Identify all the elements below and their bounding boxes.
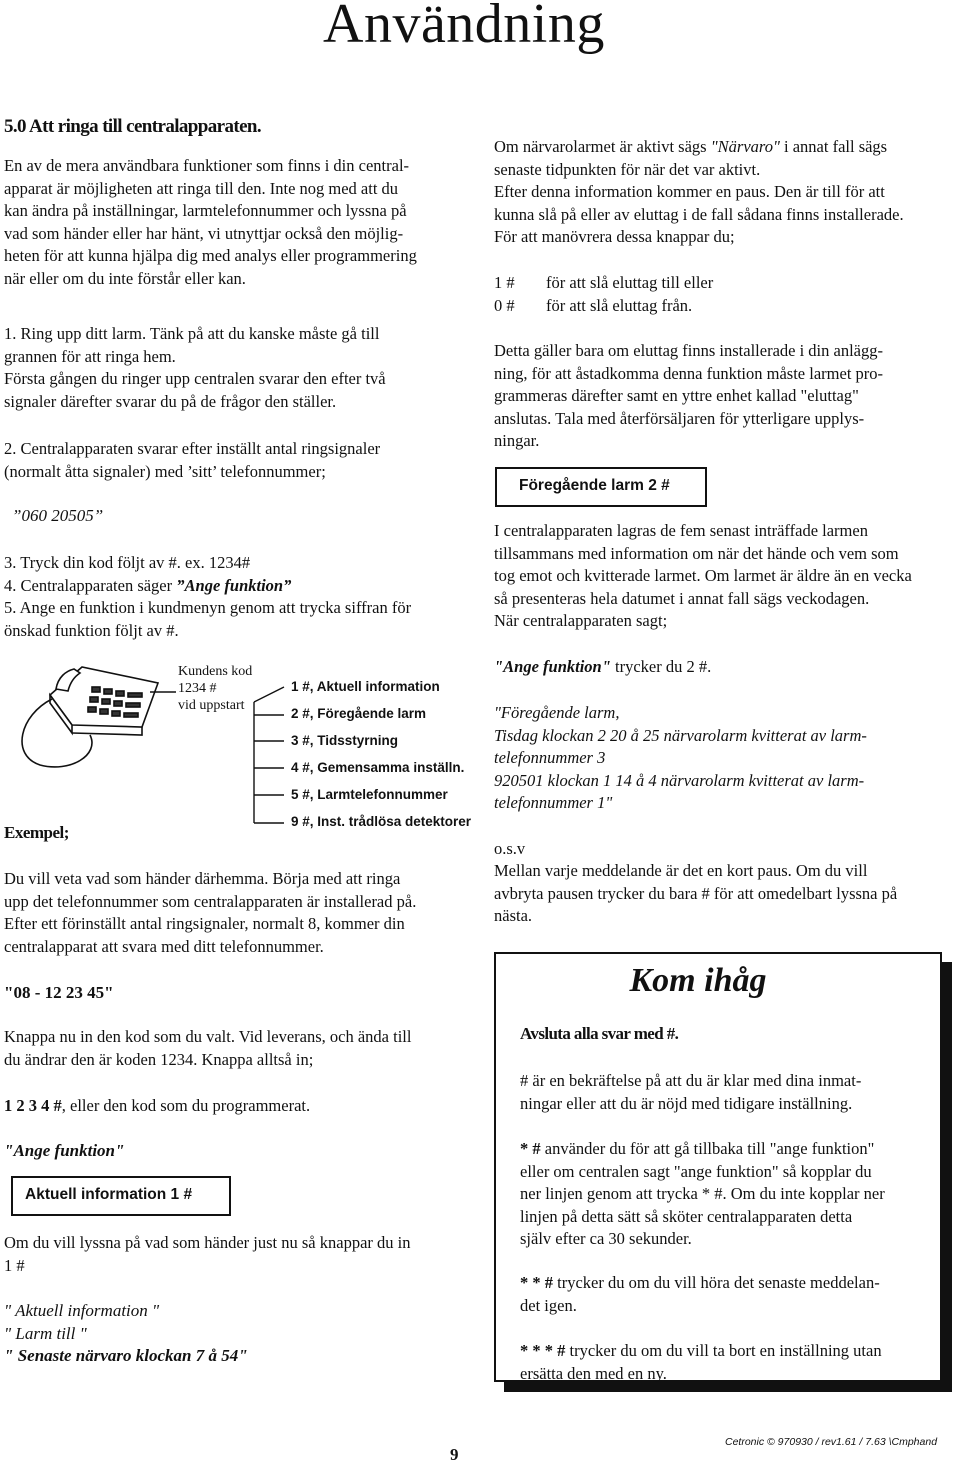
ange-funktion-rest: trycker du 2 #. <box>610 657 712 676</box>
key-desc: för att slå eluttag till eller <box>546 273 714 292</box>
text-line: I centralapparaten lagras de fem senast inträffade larmen <box>494 521 868 540</box>
key-row <box>494 272 960 295</box>
text-line: Efter denna information kommer en paus. Den är till för att <box>494 182 885 202</box>
response-line: " Aktuell information " <box>4 1301 160 1320</box>
text-line: ningar. <box>494 431 540 451</box>
text-line <box>520 1340 936 1363</box>
text-line: avbryta pausen trycker du bara # för att omedelbart lyssna på <box>494 883 898 903</box>
step-1 <box>4 323 474 413</box>
text-line: Kundens kod <box>178 664 253 679</box>
kom-ihag-title: Kom ihåg <box>629 962 767 999</box>
text-line: 5. Ange en funktion i kundmenyn genom att trycka siffran för <box>4 598 412 618</box>
text-line: ner linjen genom att trycka * #. Om du inte kopplar ner <box>520 1184 885 1204</box>
text-line: grammeras därefter samt en yttre enhet kallad "eluttag" <box>494 386 859 406</box>
text-span: använder du för att gå tillbaka till "ange funktion" <box>540 1139 875 1158</box>
code-line <box>4 1095 310 1118</box>
steps-3-5 <box>4 552 474 642</box>
text-line: önskad funktion följt av #. <box>4 620 179 640</box>
text-line: ning, för att åstadkomma denna funktion måste larmet pro- <box>494 363 884 383</box>
text-line: 2. Centralapparaten svarar efter inställt antal ringsignaler <box>4 439 381 458</box>
text-line: senaste tidpunkten för när det var aktivt. <box>494 159 761 179</box>
text-line: tillsammans med information om när det hände och vem som <box>494 543 899 563</box>
foregaende-larm-box: Föregående larm 2 # <box>495 467 707 507</box>
text-line: heten för att kunna hjälpa dig med analys eller programmering <box>4 246 417 266</box>
example-label: Exempel; <box>4 823 69 842</box>
text-line: vad som händer eller har hänt, vi utnyttjar också den möjlig- <box>4 223 404 243</box>
text-line: själv efter ca 30 sekunder. <box>520 1229 692 1249</box>
text-line: Knappa nu in den kod som du valt. Vid leverans, och ända till <box>4 1027 412 1046</box>
ange-funktion-label: "Ange funktion" <box>4 1141 125 1160</box>
text-line: När centralapparaten sagt; <box>494 611 668 631</box>
text-line: ersätta den med en ny. <box>520 1363 667 1383</box>
quote-line: Tisdag klockan 2 20 å 25 närvarolarm kvitterat av larm- <box>494 725 867 745</box>
text-line <box>520 1272 936 1295</box>
history-paragraph <box>494 520 960 633</box>
text-line: linjen på detta sätt så sköter centralapparaten detta <box>520 1206 853 1226</box>
text-line: Mellan varje meddelande är det en kort paus. Om du vill <box>494 861 868 880</box>
text-line: centralapparat att svara med ditt telefonnummer. <box>4 936 324 956</box>
italic-word: "Närvaro" <box>710 137 780 156</box>
osv-text: o.s.v <box>494 839 526 858</box>
ange-funktion-italic: "Ange funktion" <box>494 657 611 676</box>
text-line: För att manövrera dessa knappar du; <box>494 227 735 247</box>
key-code: 1 # <box>494 273 515 292</box>
text-line: 1234 # <box>178 681 217 696</box>
box-shadow-right <box>942 962 952 1392</box>
phone-example: ”060 20505” <box>12 506 104 525</box>
step-4-italic: ”Ange funktion” <box>176 575 292 595</box>
text-line: det igen. <box>520 1295 577 1315</box>
section-heading: 5.0 Att ringa till centralapparaten. <box>4 116 262 137</box>
text-line: tog emot och kvitterade larmet. Om larmet är äldre än en vecka <box>494 566 912 586</box>
text-line: nästa. <box>494 906 533 926</box>
code-paragraph <box>4 1026 474 1071</box>
response-lines <box>4 1300 248 1368</box>
text-line: 1. Ring upp ditt larm. Tänk på att du kanske måste gå till <box>4 324 380 343</box>
response-line: " Larm till " <box>4 1323 87 1343</box>
kom-ihag-p3 <box>520 1272 936 1317</box>
menu-item-2: 2 #, Föregående larm <box>291 706 427 721</box>
key-row <box>494 295 960 318</box>
footer-reference: Cetronic © 970930 / rev1.61 / 7.63 \Cmphand <box>725 1436 938 1448</box>
step-2 <box>4 438 474 483</box>
key-sequence: * # <box>520 1139 541 1158</box>
text-line: Efter ett förinställt antal ringsignaler, normalt 8, kommer din <box>4 914 405 934</box>
presence-paragraph <box>494 136 960 249</box>
text-line: ningar eller att du är nöjd med tidigare inställning. <box>520 1093 853 1113</box>
eluttag-keys <box>494 272 960 317</box>
menu-item-1: 1 #, Aktuell information <box>291 679 440 694</box>
kom-ihag-p4 <box>520 1340 936 1385</box>
kom-ihag-p1 <box>520 1070 930 1115</box>
code-sequence: 1 2 3 4 # <box>4 1096 62 1115</box>
text-span: trycker du om du vill höra det senaste meddelan- <box>553 1273 880 1292</box>
response-line-bold: " Senaste närvaro klockan 7 å 54" <box>4 1346 248 1366</box>
ange-funktion-line <box>494 656 711 679</box>
text-span: trycker du om du vill ta bort en inställning utan <box>565 1341 882 1360</box>
menu-item-3: 3 #, Tidsstyrning <box>291 733 399 748</box>
text-line: Detta gäller bara om eluttag finns installerade i din anlägg- <box>494 341 883 360</box>
listen-paragraph <box>4 1232 474 1277</box>
step-4-prefix: 4. Centralapparaten säger <box>4 575 177 595</box>
menu-diagram <box>0 655 480 845</box>
step-3: 3. Tryck din kod följt av #. ex. 1234# <box>4 553 251 572</box>
quote-line: telefonnummer 3 <box>494 748 606 768</box>
text-line: anslutas. Tala med återförsäljaren för ytterligare upplys- <box>494 408 865 428</box>
key-sequence: * * * # <box>520 1341 566 1360</box>
pause-paragraph <box>494 860 960 928</box>
text-line: upp det telefonnummer som centralapparaten är installerad på. <box>4 891 417 911</box>
step-4 <box>4 575 474 598</box>
kom-ihag-p2 <box>520 1138 936 1251</box>
text-line: eller om centralen sagt "ange funktion" så kopplar du <box>520 1161 872 1181</box>
key-code: 0 # <box>494 295 515 315</box>
text-line: så presenteras hela datumet i annat fall sägs veckodagen. <box>494 588 870 608</box>
menu-item-5: 5 #, Larmtelefonnummer <box>291 787 448 802</box>
text-line <box>520 1138 936 1161</box>
text-line: apparat är möjligheten att ringa till den. Inte nog med att du <box>4 178 399 198</box>
alarm-history-quote <box>494 702 960 815</box>
text-line: när eller om du inte förstår eller kan. <box>4 268 246 288</box>
text-line: (normalt åtta signaler) med ’sitt’ telefonnummer; <box>4 461 326 481</box>
menu-item-4: 4 #, Gemensamma inställn. <box>291 760 465 775</box>
code-label <box>178 663 252 714</box>
text-line: grannen för att ringa hem. <box>4 346 176 366</box>
text-line: Om närvarolarmet är aktivt sägs "Närvaro" i annat fall sägs <box>494 137 888 156</box>
menu-item-9: 9 #, Inst. trådlösa detektorer <box>291 814 472 829</box>
eluttag-paragraph <box>494 340 960 453</box>
quote-line: telefonnummer 1" <box>494 793 613 813</box>
key-desc: för att slå eluttag från. <box>546 295 693 315</box>
page-title: Användning <box>323 0 605 55</box>
text-line: signaler därefter svarar du på de frågor den ställer. <box>4 391 337 411</box>
text-line: En av de mera användbara funktioner som finns i din central- <box>4 156 410 175</box>
text-line: kunna slå på eller av eluttag i de fall sådana finns installerade. <box>494 204 904 224</box>
kom-ihag-box <box>494 952 952 1392</box>
quote-line: 920501 klockan 1 14 å 4 närvarolarm kvitterat av larm- <box>494 770 865 790</box>
text-line: Du vill veta vad som händer därhemma. Börja med att ringa <box>4 869 401 888</box>
aktuell-information-box: Aktuell information 1 # <box>11 1176 231 1216</box>
number-quote: "08 - 12 23 45" <box>4 983 114 1002</box>
text-line: 1 # <box>4 1255 25 1275</box>
text-line: du ändrar den är koden 1234. Knappa alltså in; <box>4 1049 314 1069</box>
example-paragraph <box>4 868 474 958</box>
text-line: Om du vill lyssna på vad som händer just nu så knappar du in <box>4 1233 411 1252</box>
text-line: vid uppstart <box>178 698 245 713</box>
text-line: # är en bekräftelse på att du är klar med dina inmat- <box>520 1071 862 1090</box>
kom-ihag-subtitle: Avsluta alla svar med #. <box>520 1024 679 1043</box>
quote-line: "Föregående larm, <box>494 703 620 722</box>
intro-paragraph <box>4 155 474 291</box>
text-line: Första gången du ringer upp centralen svarar den efter två <box>4 369 386 389</box>
code-line-rest: , eller den kod som du programmerat. <box>61 1096 311 1115</box>
page-number: 9 <box>450 1445 459 1464</box>
text-line: kan ändra på inställningar, larmtelefonnummer och lyssna på <box>4 201 407 221</box>
key-sequence: * * # <box>520 1273 553 1292</box>
